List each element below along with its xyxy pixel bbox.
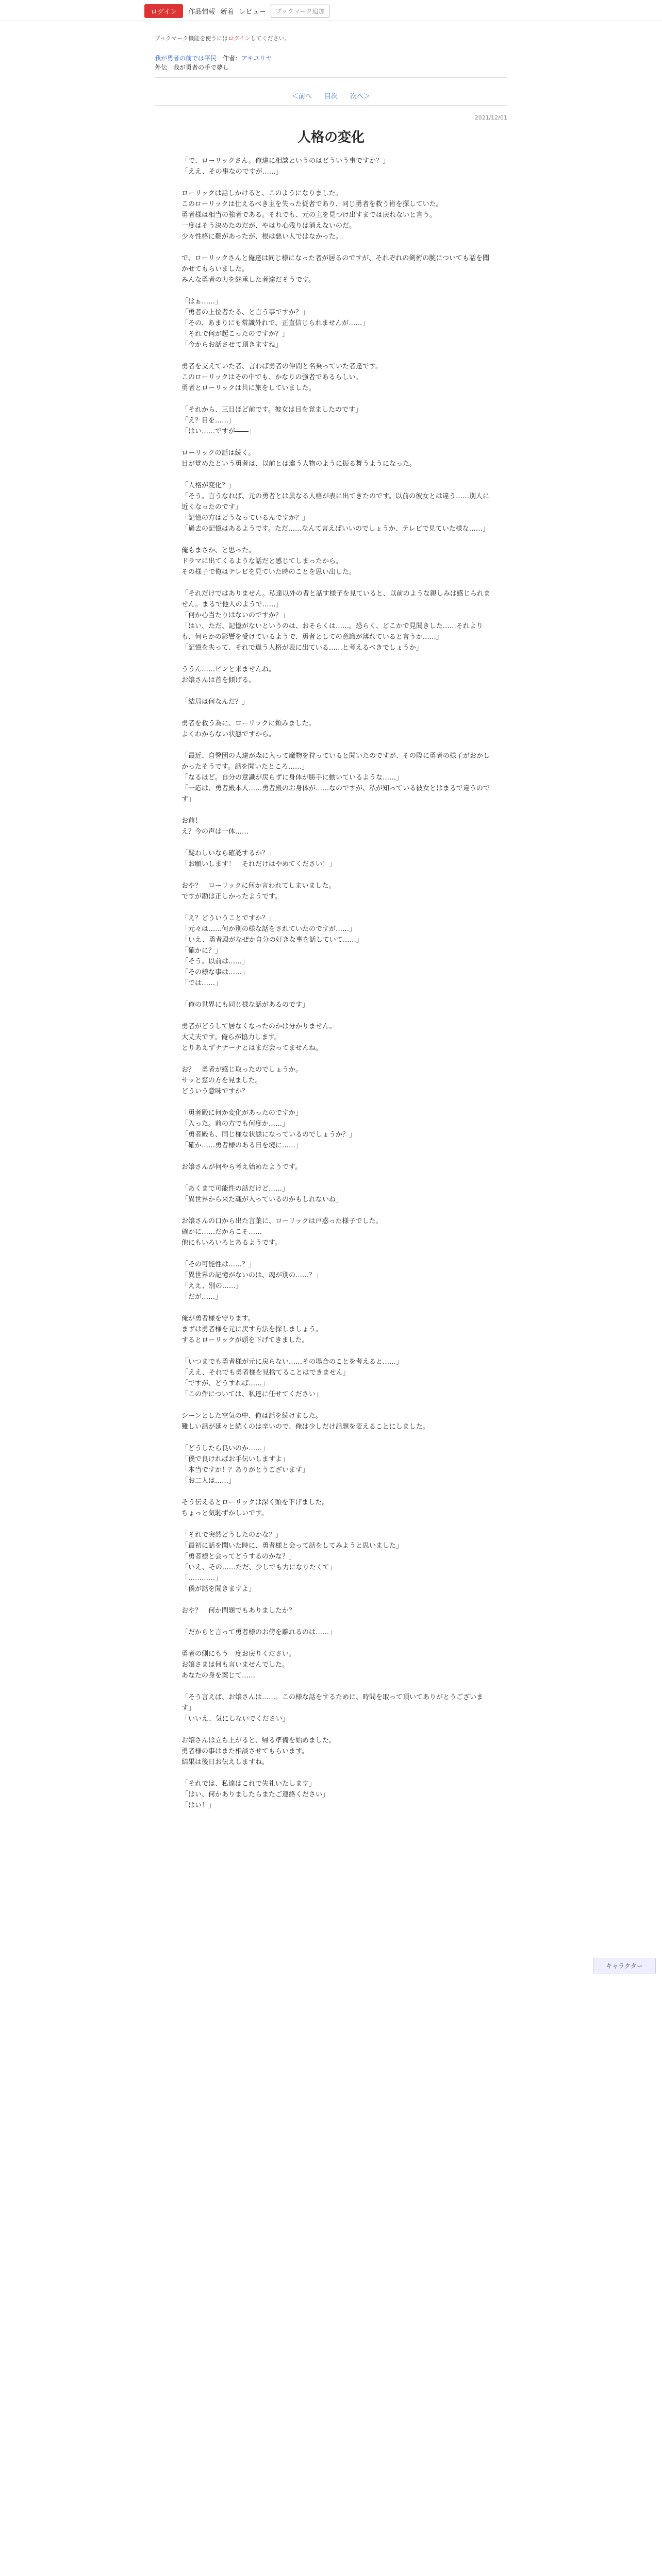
paragraph: 「え？どういうことですか？」 「元々は……何か別の様な話をされていたのですが……」 「いえ、勇者殿がなぜか自分の好きな事を話していて……」 「確かに？」 「そう。以前は……」 「その様な事は……」 「では……」: [181, 914, 363, 987]
paragraph: 「いつまでも勇者様が元に戻らない……その場合のことを考えると……」 「ええ、それでも勇者様を見捨てることはできません」 「ですが、どうすれば……」 「この件については、私達に任せてください」: [181, 1358, 403, 1398]
paragraph: 「俺の世界にも同じ様な話があるのです」: [181, 1001, 309, 1009]
paragraph: お前！ え？今の声は一体……: [181, 817, 249, 836]
top-bar: [0, 0, 662, 21]
paragraph: 「その可能性は……？」 「異世界の記憶がないのは、魂が別の……？」 「ええ、別の……」 「だが……」: [181, 1261, 323, 1301]
paragraph: 「はぁ……」 「勇者の上位者たる、と言う事ですか？」 「その、あまりにも常識外れで、正直信じられませんが……」 「それで何が起こったのですか？」 「今からお話させて頂きますね」: [181, 298, 369, 349]
paragraph: 勇者を支えていた者、言わば勇者の仲間と名乗っていた者達です。 このローリックはその中でも、かなりの強者であるらしい。 勇者とローリックは共に旅をしていました。: [181, 363, 382, 392]
character-side-button[interactable]: キャラクター: [593, 1958, 656, 1974]
page-title: 人格の変化: [297, 130, 365, 145]
login-notice: [155, 34, 290, 42]
paragraph: 「それで突然どうしたのかな？」 「最初に話を聞いた時に、勇者様と会って話をしてみようと思いました」 「勇者様と会ってどうするのかな？」 「いえ、その……ただ、少しでも力になりたくて」 「…………」 「僕が話を聞きますよ」: [181, 1531, 403, 1593]
paragraph: そう伝えるとローリックは深く頭を下げました。 ちょっと気恥ずかしいです。: [181, 1499, 329, 1517]
paragraph: 「だからと言って勇者様のお傍を離れるのは……」: [181, 1629, 336, 1636]
works-link[interactable]: 作品情報: [188, 8, 216, 16]
paragraph: 「結局は何なんだ？」: [181, 698, 249, 706]
notice-prefix: ブックマーク機能を使うには: [155, 35, 228, 42]
paragraph: 「最近、自警団の人達が森に入って魔物を狩っていると聞いたのですが、その際に勇者の様子がおかしかったそうです。話を聞いたところ……」 「なるほど。自分の意識が戻らずに身体が勝手に動いているような……」 「一応は、勇者殿本人……勇者殿のお身体が……なのですが、私が知っている彼女とはまるで違うのです」: [181, 752, 490, 803]
notice-login-link[interactable]: ログイン: [228, 35, 251, 42]
paragraph: 「そう言えば、お嬢さんは……。この様な話をするために、時間を取って頂いてありがとうございます」 「いいえ、気にしないでください」: [181, 1693, 484, 1723]
paragraph: シーンとした空気の中、俺は話を続けました。 難しい話が延々と続くのは辛いので、俺は少しだけ話題を変えることにしました。: [181, 1412, 429, 1431]
login-button[interactable]: ログイン: [144, 4, 183, 18]
work-title-link[interactable]: 我が勇者の前では平民: [155, 55, 217, 62]
paragraph: ううん……ピンと来ませんね。 お嬢さんは首を傾げる。: [181, 666, 276, 684]
paragraph: 「それだけではありません。私達以外の者と話す様子を見ていると、以前のような親しみは感じられません。まるで他人のようで……」 「何か心当たりはないのですか？」 「はい、ただ、記憶がないというのは、おそらくは……。恐らく、どこかで見聞きした……それよりも、何らかの影響を受けているようで、勇者としての意識が薄れていると言うか……」 「記憶を失って、それで違う人格が表に出ている……と考えるべきでしょうか」: [181, 590, 490, 652]
paragraph: 勇者を救う為に、ローリックに頼みました。 よくわからない状態ですから。: [181, 720, 316, 738]
paragraph: 俺もまさか、と思った。 ドラマに出てくるような話だと感じてしまったから。 その様子で俺はテレビを見ていた時のことを思い出した。: [181, 547, 356, 576]
chapter-line: 外伝 我が勇者の手で夢し: [155, 64, 229, 71]
paragraph: ローリックは話しかけると、このようになりました。 このローリックは仕えるべき主を失った従者であり、同じ勇者を救う術を探していた。 勇者様は相当の強者である。それでも、元の主を見つけ出すまでは戻れないと言う。 一度はそう決めたのだが、やはり心残りは消えないのだ。 少々性格に難があったが、根は悪い人ではなかった。: [181, 190, 443, 241]
novel-body: [181, 156, 491, 1822]
paragraph: 「それから、三日ほど前です。彼女は目を覚ましたのです」 「え？目を……」 「はい……ですが――」: [181, 406, 362, 435]
toc-link[interactable]: 目次: [324, 93, 338, 100]
paragraph: おや？ ローリックに何か言われてしまいました。 ですが勘は正しかったようです。: [181, 882, 336, 901]
author-link[interactable]: アキユリヤ: [241, 55, 272, 62]
paragraph: で、ローリックさんと俺達は同じ様になった者が居るのですが、それぞれの剣術の腕についても話を聞かせてもらいました。 みんな勇者の力を継承した者達だそうです。: [181, 255, 489, 284]
trend-link[interactable]: 新着: [220, 8, 234, 16]
divider: [155, 105, 507, 106]
divider: [155, 77, 507, 78]
paragraph: 「疑わしいなら確認するか？」 「お願いします！ それだけはやめてください！」: [181, 850, 336, 868]
paragraph: お？ 勇者が感じ取ったのでしょうか。 サッと窓の方を見ました。 どういう意味ですか？: [181, 1066, 303, 1095]
paragraph: お嬢さんの口から出た言葉に、ローリックは戸惑った様子でした。 確かに……だからこそ…… 他にもいろいろとあるようです。: [181, 1217, 383, 1247]
prev-link[interactable]: ＜前へ: [291, 93, 312, 100]
next-link[interactable]: 次へ＞: [350, 93, 371, 100]
pager-top: [0, 91, 662, 100]
paragraph: 「どうしたら良いのか……」 「僕で良ければお手伝いしますよ」 「本当ですか！？ありがとうございます」 「お二人は……」: [181, 1445, 309, 1485]
notice-suffix: してください。: [250, 35, 290, 42]
paragraph: おや？ 何か問題でもありましたか？: [181, 1607, 296, 1615]
post-date: 2021/12/01: [474, 114, 507, 121]
breadcrumb: [155, 54, 272, 72]
paragraph: お嬢さんは立ち上がると、帰る準備を始めました。 勇者様の事はまた相談させてもらいます。 結果は後日お伝えしますね。: [181, 1737, 336, 1766]
paragraph: ローリックの話は続く。 目が覚めたという勇者は、以前とは違う人物のように振る舞うようになった。: [181, 449, 417, 468]
paragraph: 「人格が変化？」 「そう。言うなれば、元の勇者とは異なる人格が表に出てきたのです。以前の彼女とは違う……別人に近くなったのです」 「記憶の方はどうなっているんですか？」 「過去の記憶はあるようです。ただ……なんて言えばいいのでしょうか、テレビで見ていた様な……」: [181, 482, 489, 533]
paragraph: 「それでは、私達はこれで失礼いたします」 「はい、何かありましたらまたご連絡ください」 「はい！」: [181, 1780, 329, 1809]
paragraph: 「で、ローリックさん。俺達に相談というのはどういう事ですか？」 「ええ、その事なのですが……」: [181, 157, 390, 176]
bookmark-add-button[interactable]: ブックマーク追加: [271, 5, 329, 18]
paragraph: 勇者の側にもう一度お戻りください。 お嬢さまは何も言いませんでした。 あなたの身を案じて……: [181, 1650, 296, 1680]
paragraph: 「勇者殿に何か変化があったのですか」 「入った。前の方でも何度か……」 「勇者殿も、同じ様な状態になっているのでしょうか？」 「確か……勇者様のある日を境に……」: [181, 1109, 356, 1149]
paragraph: 俺が勇者様を守ります。 まずは勇者様を元に戻す方法を探しましょう。 するとローリックが頭を下げてきました。: [181, 1315, 323, 1344]
paragraph: 勇者がどうして居なくなったのかは分かりません。 大丈夫です。俺らが協力します。 とりあえずナナーナとはまだ会ってませんね。: [181, 1023, 336, 1052]
author-label: 作者：: [223, 55, 242, 62]
review-link[interactable]: レビュー: [239, 8, 266, 16]
paragraph: お嬢さんが何やら考え始めたようです。: [181, 1163, 302, 1171]
paragraph: 「あくまで可能性の話だけど……」 「異世界から来た魂が入っているのかもしれないね」: [181, 1185, 343, 1204]
